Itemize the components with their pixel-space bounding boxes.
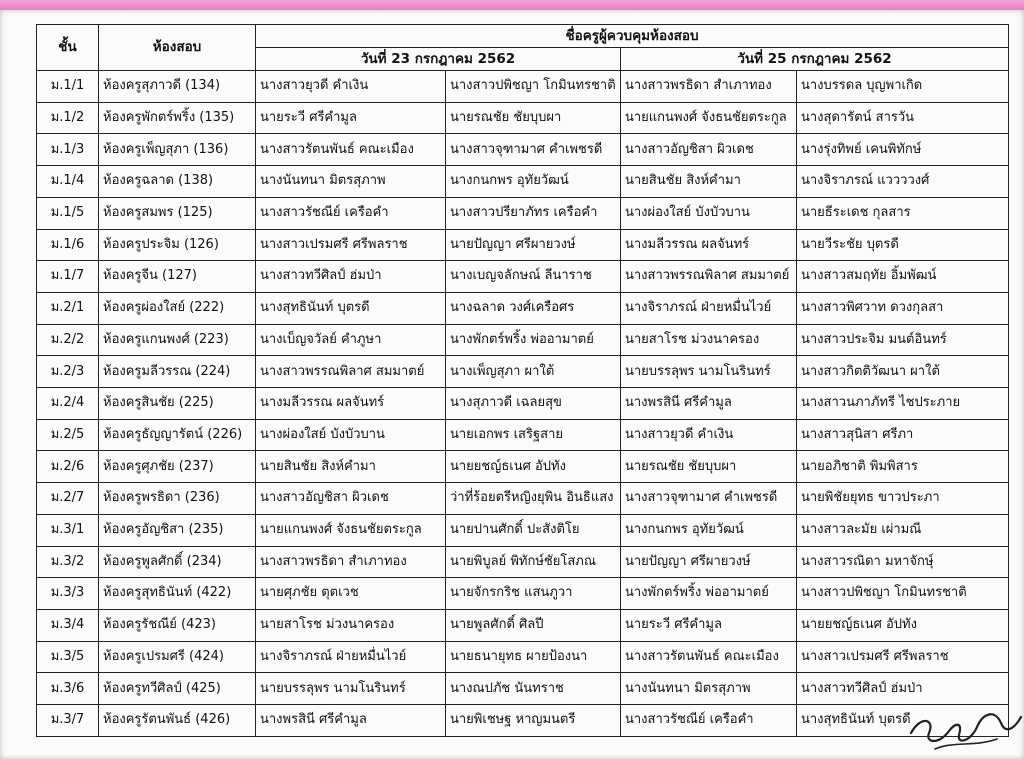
day1-proctor-2-cell: นางสาวปพิชญา โกมินทรชาติ — [446, 71, 621, 103]
day2-proctor-1-cell: นางสาวยุวดี คำเงิน — [621, 419, 797, 451]
class-cell: ม.3/1 — [37, 514, 99, 546]
day2-proctor-1-cell: นางกนกพร อุทัยวัฒน์ — [621, 514, 797, 546]
class-cell: ม.3/3 — [37, 578, 99, 610]
table-row — [37, 705, 1009, 737]
class-cell: ม.2/5 — [37, 419, 99, 451]
class-cell: ม.1/1 — [37, 71, 99, 103]
proctors-header: ชื่อครูผู้ควบคุมห้องสอบ — [256, 25, 1009, 48]
table-row — [37, 419, 1009, 451]
day1-proctor-1-cell: นางสุทธินันท์ บุตรดี — [256, 292, 446, 324]
class-cell: ม.1/5 — [37, 197, 99, 229]
table-row — [37, 197, 1009, 229]
day1-proctor-2-cell: นางณปภัช นันทราช — [446, 673, 621, 705]
day2-proctor-2-cell: นางสุดารัตน์ สารวัน — [797, 102, 1009, 134]
day2-proctor-2-cell: นางสาวละมัย เผ่ามณี — [797, 514, 1009, 546]
table-row — [37, 356, 1009, 388]
room-cell: ห้องครูเปรมศรี (424) — [99, 641, 256, 673]
table-row — [37, 134, 1009, 166]
day1-proctor-2-cell: นางเบญจลักษณ์ ลีนาราช — [446, 261, 621, 293]
table-row — [37, 609, 1009, 641]
day2-proctor-2-cell: นางสาวประจิม มนต์อินทร์ — [797, 324, 1009, 356]
day2-proctor-1-cell: นางสาวจุฑามาศ คำเพชรดี — [621, 483, 797, 515]
table-row — [37, 673, 1009, 705]
day2-proctor-1-cell: นางผ่องใสย์ บังบัวบาน — [621, 197, 797, 229]
day2-proctor-2-cell: นางรุ่งทิพย์ เคนพิทักษ์ — [797, 134, 1009, 166]
day2-proctor-2-cell: นางสุทธินันท์ บุตรดี — [797, 705, 1009, 737]
day2-proctor-1-cell: นางสาวพรธิดา สำเภาทอง — [621, 71, 797, 103]
class-cell: ม.2/4 — [37, 388, 99, 420]
day1-proctor-2-cell: นายปัญญา ศรีผายวงษ์ — [446, 229, 621, 261]
table-row — [37, 261, 1009, 293]
day2-proctor-1-cell: นายสินชัย สิงห์คำมา — [621, 166, 797, 198]
class-cell: ม.2/6 — [37, 451, 99, 483]
room-cell: ห้องครูมลีวรรณ (224) — [99, 356, 256, 388]
document-page — [0, 10, 1024, 759]
room-cell: ห้องครูเพ็ญสุภา (136) — [99, 134, 256, 166]
day1-proctor-1-cell: นายแกนพงศ์ จังธนชัยตระกูล — [256, 514, 446, 546]
day1-proctor-2-cell: นางสุภาวดี เฉลยสุข — [446, 388, 621, 420]
day1-proctor-1-cell: นางผ่องใสย์ บังบัวบาน — [256, 419, 446, 451]
day1-proctor-1-cell: นางสาวรัชณีย์ เครือคำ — [256, 197, 446, 229]
day1-proctor-2-cell: นายพูลศักดิ์ ศิลปี — [446, 609, 621, 641]
day2-proctor-2-cell: นางสาวสุนิสา ศรีภา — [797, 419, 1009, 451]
day1-proctor-1-cell: นางจิราภรณ์ ฝ่ายหมื่นไวย์ — [256, 641, 446, 673]
day1-proctor-2-cell: นายรณชัย ชัยบุบผา — [446, 102, 621, 134]
room-cell: ห้องครูอัญชิสา (235) — [99, 514, 256, 546]
table-row — [37, 546, 1009, 578]
class-cell: ม.1/4 — [37, 166, 99, 198]
day1-proctor-2-cell: นางพักตร์พริ้ง พ่ออามาตย์ — [446, 324, 621, 356]
class-cell: ม.2/1 — [37, 292, 99, 324]
room-cell: ห้องครูธัญญารัตน์ (226) — [99, 419, 256, 451]
day2-proctor-1-cell: นางสาวรัตนพันธ์ คณะเมือง — [621, 641, 797, 673]
day1-proctor-2-cell: นายจักรกริช แสนภูวา — [446, 578, 621, 610]
room-cell: ห้องครูพรธิดา (236) — [99, 483, 256, 515]
class-cell: ม.1/3 — [37, 134, 99, 166]
day1-proctor-2-cell: นายธนายุทธ ผายป้องนา — [446, 641, 621, 673]
day2-proctor-2-cell: นางสาวสมฤทัย อิ้มพัฒน์ — [797, 261, 1009, 293]
day1-proctor-1-cell: นางสาวทวีศิลป์ ฮ่มป่า — [256, 261, 446, 293]
day2-proctor-2-cell: นายธีระเดช กุลสาร — [797, 197, 1009, 229]
table-row — [37, 292, 1009, 324]
day2-proctor-1-cell: นางสาวรัชณีย์ เครือคำ — [621, 705, 797, 737]
day2-proctor-2-cell: นางสาวนภาภัทรี ไชประภาย — [797, 388, 1009, 420]
room-cell: ห้องครูผ่องใสย์ (222) — [99, 292, 256, 324]
day1-proctor-2-cell: ว่าที่ร้อยตรีหญิงยุพิน อินธิแสง — [446, 483, 621, 515]
day1-proctor-2-cell: นางสาวจุฑามาศ คำเพชรดี — [446, 134, 621, 166]
day2-proctor-1-cell: นายปัญญา ศรีผายวงษ์ — [621, 546, 797, 578]
table-row — [37, 514, 1009, 546]
day1-header: วันที่ 23 กรกฎาคม 2562 — [256, 48, 621, 71]
signature-mark — [905, 675, 1023, 759]
room-header: ห้องสอบ — [99, 25, 256, 71]
table-row — [37, 102, 1009, 134]
day2-proctor-2-cell: นางสาวพิศวาท ดวงกุลสา — [797, 292, 1009, 324]
day2-proctor-1-cell: นางนันทนา มิตรสุภาพ — [621, 673, 797, 705]
room-cell: ห้องครูสมพร (125) — [99, 197, 256, 229]
day2-proctor-1-cell: นายสาโรช ม่วงนาครอง — [621, 324, 797, 356]
day1-proctor-2-cell: นายยชญ์ธเนศ อัปทัง — [446, 451, 621, 483]
day2-proctor-2-cell: นางสาวเปรมศรี ศรีพลราช — [797, 641, 1009, 673]
room-cell: ห้องครูสุทธินันท์ (422) — [99, 578, 256, 610]
day1-proctor-2-cell: นางกนกพร อุทัยวัฒน์ — [446, 166, 621, 198]
day1-proctor-1-cell: นางมลีวรรณ ผลจันทร์ — [256, 388, 446, 420]
day1-proctor-2-cell: นายพิเชษฐ หาญมนตรี — [446, 705, 621, 737]
day1-proctor-1-cell: นางเบ็ญจวัลย์ คำภูษา — [256, 324, 446, 356]
day1-proctor-1-cell: นายบรรลุพร นามโนรินทร์ — [256, 673, 446, 705]
day2-proctor-1-cell: นายบรรลุพร นามโนรินทร์ — [621, 356, 797, 388]
day2-proctor-1-cell: นายแกนพงศ์ จังธนชัยตระกูล — [621, 102, 797, 134]
table-row — [37, 388, 1009, 420]
day2-proctor-1-cell: นางจิราภรณ์ ฝ่ายหมื่นไวย์ — [621, 292, 797, 324]
day2-proctor-1-cell: นายรณชัย ชัยบุบผา — [621, 451, 797, 483]
day1-proctor-1-cell: นายระวี ศรีคำมูล — [256, 102, 446, 134]
day2-header: วันที่ 25 กรกฎาคม 2562 — [621, 48, 1009, 71]
class-cell: ม.1/6 — [37, 229, 99, 261]
room-cell: ห้องครูพูลศักดิ์ (234) — [99, 546, 256, 578]
table-row — [37, 324, 1009, 356]
day1-proctor-2-cell: นางฉลาด วงศ์เครือศร — [446, 292, 621, 324]
room-cell: ห้องครูพักตร์พริ้ง (135) — [99, 102, 256, 134]
day1-proctor-1-cell: นางพรสินี ศรีคำมูล — [256, 705, 446, 737]
class-cell: ม.3/7 — [37, 705, 99, 737]
table-row — [37, 229, 1009, 261]
day2-proctor-2-cell: นางจิราภรณ์ แววววงศ์ — [797, 166, 1009, 198]
day2-proctor-1-cell: นางมลีวรรณ ผลจันทร์ — [621, 229, 797, 261]
day2-proctor-2-cell: นางบรรดล บุญพาเกิด — [797, 71, 1009, 103]
day2-proctor-2-cell: นางสาวปพิชญา โกมินทรชาติ — [797, 578, 1009, 610]
room-cell: ห้องครูแกนพงศ์ (223) — [99, 324, 256, 356]
room-cell: ห้องครูสุภาวดี (134) — [99, 71, 256, 103]
day1-proctor-1-cell: นางสาวพรธิดา สำเภาทอง — [256, 546, 446, 578]
day2-proctor-2-cell: นายอภิชาติ พิมพิสาร — [797, 451, 1009, 483]
day1-proctor-1-cell: นางสาวรัตนพันธ์ คณะเมือง — [256, 134, 446, 166]
day1-proctor-1-cell: นายสินชัย สิงห์คำมา — [256, 451, 446, 483]
day1-proctor-2-cell: นายพิบูลย์ พิทักษ์ชัยโสภณ — [446, 546, 621, 578]
room-cell: ห้องครูศุภชัย (237) — [99, 451, 256, 483]
table-row — [37, 641, 1009, 673]
class-header: ชั้น — [37, 25, 99, 71]
day1-proctor-2-cell: นางเพ็ญสุภา ผาใต้ — [446, 356, 621, 388]
day2-proctor-2-cell: นายวีระชัย บุตรดี — [797, 229, 1009, 261]
room-cell: ห้องครูฉลาด (138) — [99, 166, 256, 198]
class-cell: ม.3/4 — [37, 609, 99, 641]
day2-proctor-1-cell: นางพักตร์พริ้ง พ่ออามาตย์ — [621, 578, 797, 610]
table-row — [37, 166, 1009, 198]
room-cell: ห้องครูทวีศิลป์ (425) — [99, 673, 256, 705]
day1-proctor-1-cell: นายศุภชัย ตุตเวช — [256, 578, 446, 610]
table-row — [37, 578, 1009, 610]
day1-proctor-1-cell: นายสาโรช ม่วงนาครอง — [256, 609, 446, 641]
day1-proctor-2-cell: นายเอกพร เสริฐสาย — [446, 419, 621, 451]
day1-proctor-1-cell: นางสาวยุวดี คำเงิน — [256, 71, 446, 103]
day1-proctor-1-cell: นางสาวอัญชิสา ผิวเดช — [256, 483, 446, 515]
room-cell: ห้องครูรัชณีย์ (423) — [99, 609, 256, 641]
class-cell: ม.3/6 — [37, 673, 99, 705]
class-cell: ม.3/5 — [37, 641, 99, 673]
room-cell: ห้องครูสินชัย (225) — [99, 388, 256, 420]
table-row — [37, 451, 1009, 483]
day1-proctor-1-cell: นางสาวเปรมศรี ศรีพลราช — [256, 229, 446, 261]
day2-proctor-1-cell: นางสาวอัญชิสา ผิวเดช — [621, 134, 797, 166]
day1-proctor-2-cell: นางสาวปรียาภัทร เครือคำ — [446, 197, 621, 229]
day2-proctor-1-cell: นายระวี ศรีคำมูล — [621, 609, 797, 641]
room-cell: ห้องครูรัตนพันธ์ (426) — [99, 705, 256, 737]
proctor-schedule-table — [36, 24, 1009, 737]
day2-proctor-1-cell: นางสาวพรรณพิลาศ สมมาตย์ — [621, 261, 797, 293]
day1-proctor-2-cell: นายปานศักดิ์ ปะสังติโย — [446, 514, 621, 546]
room-cell: ห้องครูจีน (127) — [99, 261, 256, 293]
table-row — [37, 71, 1009, 103]
day2-proctor-2-cell: นางสาวกิตติวัฒนา ผาใต้ — [797, 356, 1009, 388]
table-row — [37, 483, 1009, 515]
class-cell: ม.3/2 — [37, 546, 99, 578]
day1-proctor-1-cell: นางสาวพรรณพิลาศ สมมาตย์ — [256, 356, 446, 388]
class-cell: ม.1/7 — [37, 261, 99, 293]
class-cell: ม.2/2 — [37, 324, 99, 356]
day2-proctor-2-cell: นายพิชัยยุทธ ขาวประภา — [797, 483, 1009, 515]
class-cell: ม.2/3 — [37, 356, 99, 388]
class-cell: ม.2/7 — [37, 483, 99, 515]
day2-proctor-2-cell: นางสาวทวีศิลป์ ฮ่มป่า — [797, 673, 1009, 705]
day2-proctor-1-cell: นางพรสินี ศรีคำมูล — [621, 388, 797, 420]
room-cell: ห้องครูประจิม (126) — [99, 229, 256, 261]
day2-proctor-2-cell: นางสาวรณิดา มหาจักษุ์ — [797, 546, 1009, 578]
day2-proctor-2-cell: นายยชญ์ธเนศ อัปทัง — [797, 609, 1009, 641]
day1-proctor-1-cell: นางนันทนา มิตรสุภาพ — [256, 166, 446, 198]
class-cell: ม.1/2 — [37, 102, 99, 134]
